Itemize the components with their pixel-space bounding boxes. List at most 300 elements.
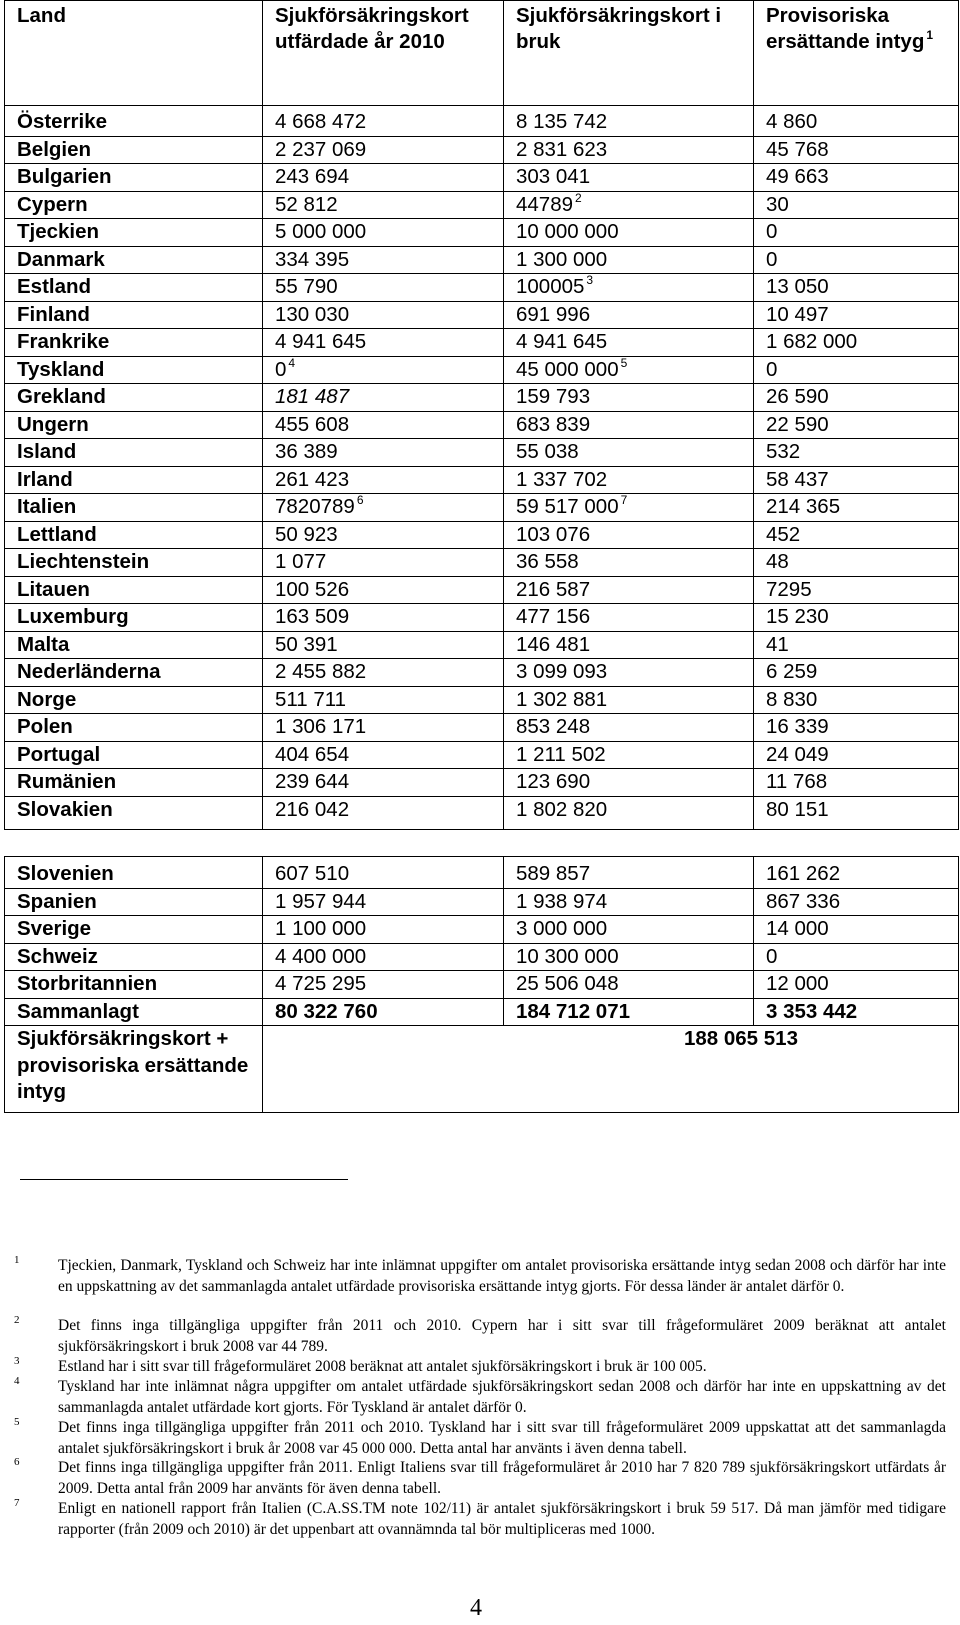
issued-cell-value: 163 509 (275, 605, 350, 628)
table-row (5, 521, 959, 549)
in-use-cell-value: 55 038 (516, 440, 579, 463)
table-row (5, 888, 959, 916)
provisional-cell-value: 13 050 (766, 275, 829, 298)
country-cell (5, 494, 263, 522)
issued-cell-value: 511 711 (275, 687, 347, 711)
country-cell (5, 916, 263, 944)
provisional-cell (754, 857, 959, 889)
provisional-cell (754, 246, 959, 274)
country-cell (5, 356, 263, 384)
in-use-cell-value: 1 938 974 (516, 889, 608, 913)
in-use-cell (504, 191, 754, 219)
table-row (5, 301, 959, 329)
issued-cell-value: 130 030 (275, 302, 350, 326)
provisional-cell-value: 16 339 (766, 715, 829, 738)
issued-cell (263, 329, 504, 357)
provisional-cell-value: 24 049 (766, 742, 829, 766)
country-cell (5, 604, 263, 632)
issued-cell (263, 796, 504, 830)
country-cell-value: Island (17, 440, 77, 463)
issued-cell (263, 301, 504, 329)
table-row (5, 136, 959, 164)
country-cell-value: Spanien (17, 889, 97, 913)
insurance-card-table-part2 (4, 856, 959, 1113)
table-row (5, 943, 959, 971)
in-use-cell (504, 439, 754, 467)
provisional-cell-value: 45 768 (766, 137, 829, 161)
table-row (5, 741, 959, 769)
issued-cell-value: 607 510 (275, 862, 350, 885)
provisional-cell-value: 0 (766, 220, 778, 243)
in-use-cell-value: 691 996 (516, 302, 591, 326)
provisional-cell (754, 796, 959, 830)
header-issued-2010: Sjukförsäkringskort utfärdade år 2010 (263, 1, 504, 106)
header-provisional-label: Provisoriska ersättande intyg (766, 4, 925, 53)
country-cell (5, 521, 263, 549)
in-use-cell (504, 521, 754, 549)
country-cell-value: Finland (17, 302, 90, 326)
country-cell (5, 274, 263, 302)
country-cell (5, 549, 263, 577)
country-cell (5, 631, 263, 659)
country-cell-value: Nederländerna (17, 660, 161, 683)
issued-cell (263, 857, 504, 889)
provisional-cell (754, 136, 959, 164)
table-row (5, 916, 959, 944)
table-row (5, 411, 959, 439)
insurance-card-table-part1 (4, 0, 959, 830)
provisional-cell (754, 943, 959, 971)
issued-cell-value: 4 725 295 (275, 972, 367, 995)
country-cell (5, 439, 263, 467)
provisional-cell-value: 80 151 (766, 797, 829, 821)
provisional-cell (754, 769, 959, 797)
country-cell (5, 796, 263, 830)
issued-cell-value: 404 654 (275, 742, 350, 766)
table-row (5, 329, 959, 357)
footnote-text: Estland har i sitt svar till frågeformuläret 2008 beräknat att antalet sjukförsäkringskort i bruk är 100 005. (58, 1358, 707, 1375)
in-use-cell-value: 44789 (516, 192, 574, 216)
provisional-cell (754, 106, 959, 137)
provisional-cell-value: 8 830 (766, 687, 818, 711)
provisional-cell-value: 0 (766, 357, 778, 381)
country-cell (5, 769, 263, 797)
footnote-number: 1 (14, 1254, 20, 1266)
in-use-cell (504, 741, 754, 769)
country-cell (5, 971, 263, 999)
issued-cell (263, 576, 504, 604)
in-use-cell (504, 274, 754, 302)
issued-cell (263, 769, 504, 797)
table-row (5, 494, 959, 522)
table-row (5, 219, 959, 247)
in-use-cell (504, 943, 754, 971)
country-cell (5, 576, 263, 604)
in-use-cell (504, 411, 754, 439)
footnote-ref: 3 (586, 273, 594, 287)
provisional-cell-value: 0 (766, 944, 778, 968)
provisional-cell (754, 301, 959, 329)
country-cell (5, 411, 263, 439)
in-use-cell-value: 303 041 (516, 165, 591, 188)
in-use-cell (504, 888, 754, 916)
in-use-cell (504, 686, 754, 714)
in-use-cell-value: 10 000 000 (516, 220, 619, 243)
issued-cell (263, 136, 504, 164)
grand-total-label: Sjukförsäkringskort + provisoriska ersättande intyg (5, 1026, 263, 1113)
in-use-cell (504, 356, 754, 384)
footnote-ref: 5 (620, 356, 628, 370)
provisional-cell-value: 15 230 (766, 605, 829, 628)
issued-cell (263, 714, 504, 742)
country-cell (5, 164, 263, 192)
issued-cell (263, 943, 504, 971)
table-row (5, 769, 959, 797)
footnote-ref: 6 (356, 493, 364, 507)
total-label: Sammanlagt (5, 998, 263, 1026)
in-use-cell (504, 301, 754, 329)
in-use-cell-value: 1 211 502 (516, 742, 606, 766)
provisional-cell-value: 10 497 (766, 302, 829, 326)
country-cell-value: Grekland (17, 385, 106, 408)
country-cell-value: Belgien (17, 137, 92, 161)
provisional-cell (754, 521, 959, 549)
in-use-cell-value: 589 857 (516, 862, 591, 885)
in-use-cell (504, 136, 754, 164)
table-row (5, 384, 959, 412)
in-use-cell-value: 216 587 (516, 577, 591, 601)
provisional-cell-value: 0 (766, 247, 778, 271)
provisional-cell-value: 14 000 (766, 917, 829, 940)
provisional-cell (754, 888, 959, 916)
country-cell-value: Sverige (17, 917, 92, 940)
provisional-cell-value: 161 262 (766, 862, 841, 885)
in-use-cell-value: 3 000 000 (516, 917, 608, 940)
provisional-cell-value: 7295 (766, 577, 812, 601)
in-use-cell-value: 103 076 (516, 522, 591, 546)
provisional-cell-value: 22 590 (766, 412, 829, 436)
provisional-cell (754, 631, 959, 659)
table-row (5, 686, 959, 714)
in-use-cell (504, 549, 754, 577)
in-use-cell-value: 683 839 (516, 412, 591, 436)
country-cell (5, 466, 263, 494)
issued-cell-value: 50 923 (275, 522, 338, 546)
in-use-cell (504, 246, 754, 274)
issued-cell (263, 604, 504, 632)
issued-cell (263, 191, 504, 219)
issued-cell-value: 50 391 (275, 632, 338, 656)
provisional-cell (754, 576, 959, 604)
footnote-ref: 4 (288, 356, 296, 370)
country-cell-value: Italien (17, 495, 77, 518)
provisional-cell-value: 214 365 (766, 495, 841, 518)
issued-cell-value: 0 (275, 357, 287, 381)
provisional-cell (754, 916, 959, 944)
in-use-cell-value: 4 941 645 (516, 330, 608, 353)
table-row (5, 466, 959, 494)
country-cell (5, 714, 263, 742)
provisional-cell (754, 659, 959, 687)
table-row (5, 191, 959, 219)
footnote-text: Enligt en nationell rapport från Italien (C.A.SS.TM note 102/11) är antalet sjukförsäkringskort i bruk 59 517. Då man jämför med tidigare rapporter (från 2009 och 2010) är det uppenbart att ovannämnda tal bör multipliceras med 1000. (58, 1500, 946, 1538)
issued-cell-value: 216 042 (275, 797, 350, 821)
header-provisional (754, 1, 959, 106)
footnote-number: 5 (14, 1416, 20, 1428)
table-header-row (5, 1, 959, 106)
total-in-use: 184 712 071 (504, 998, 754, 1026)
provisional-cell (754, 741, 959, 769)
in-use-cell-value: 100005 (516, 275, 585, 298)
provisional-cell-value: 26 590 (766, 385, 829, 408)
country-cell-value: Frankrike (17, 330, 110, 353)
in-use-cell (504, 916, 754, 944)
provisional-cell-value: 6 259 (766, 660, 818, 683)
grand-total-value: 188 065 513 (263, 1026, 959, 1113)
footnote-text: Det finns inga tillgängliga uppgifter från 2011 och 2010. Tyskland har i sitt svar till frågeformuläret 2009 uppskattat att det sammanlagda antalet sjukförsäkringskort i bruk år 2008 var 45 000 000. Detta antal har använts i även denna tabell. (58, 1419, 946, 1457)
country-cell (5, 191, 263, 219)
issued-cell (263, 888, 504, 916)
in-use-cell-value: 2 831 623 (516, 137, 608, 161)
country-cell-value: Cypern (17, 192, 88, 216)
country-cell-value: Liechtenstein (17, 550, 150, 573)
country-cell (5, 136, 263, 164)
provisional-cell (754, 384, 959, 412)
issued-cell (263, 439, 504, 467)
provisional-cell-value: 452 (766, 522, 801, 546)
table-row (5, 971, 959, 999)
issued-cell-value: 239 644 (275, 770, 350, 793)
provisional-cell-value: 58 437 (766, 467, 829, 491)
in-use-cell-value: 45 000 000 (516, 357, 619, 381)
issued-cell-value: 55 790 (275, 275, 338, 298)
issued-cell (263, 521, 504, 549)
provisional-cell (754, 191, 959, 219)
country-cell (5, 686, 263, 714)
table-row (5, 356, 959, 384)
in-use-cell (504, 604, 754, 632)
total-provisional: 3 353 442 (754, 998, 959, 1026)
provisional-cell (754, 164, 959, 192)
provisional-cell (754, 439, 959, 467)
issued-cell-value: 334 395 (275, 247, 350, 271)
provisional-cell-value: 11 768 (766, 770, 828, 793)
issued-cell (263, 466, 504, 494)
in-use-cell-value: 59 517 000 (516, 495, 619, 518)
footnote-number: 2 (14, 1314, 20, 1326)
total-row (5, 998, 959, 1026)
country-cell (5, 329, 263, 357)
country-cell-value: Polen (17, 715, 73, 738)
in-use-cell (504, 971, 754, 999)
country-cell-value: Storbritannien (17, 972, 158, 995)
table-row (5, 857, 959, 889)
country-cell (5, 246, 263, 274)
total-issued: 80 322 760 (263, 998, 504, 1026)
in-use-cell-value: 10 300 000 (516, 944, 619, 968)
in-use-cell-value: 8 135 742 (516, 110, 608, 133)
table-row (5, 246, 959, 274)
page-number: 4 (470, 1595, 482, 1621)
country-cell-value: Slovenien (17, 862, 114, 885)
in-use-cell (504, 857, 754, 889)
country-cell (5, 857, 263, 889)
provisional-cell-value: 1 682 000 (766, 330, 858, 353)
country-cell-value: Portugal (17, 742, 101, 766)
issued-cell (263, 274, 504, 302)
provisional-cell (754, 686, 959, 714)
issued-cell (263, 631, 504, 659)
issued-cell (263, 494, 504, 522)
in-use-cell-value: 36 558 (516, 550, 579, 573)
provisional-cell-value: 41 (766, 632, 789, 656)
provisional-cell (754, 971, 959, 999)
issued-cell (263, 549, 504, 577)
in-use-cell (504, 329, 754, 357)
provisional-cell (754, 219, 959, 247)
table-row (5, 604, 959, 632)
table-row (5, 549, 959, 577)
issued-cell-value: 7820789 (275, 495, 355, 518)
in-use-cell (504, 164, 754, 192)
issued-cell (263, 164, 504, 192)
country-cell-value: Schweiz (17, 944, 98, 968)
issued-cell (263, 741, 504, 769)
in-use-cell-value: 123 690 (516, 770, 591, 793)
issued-cell-value: 455 608 (275, 412, 350, 436)
table-row (5, 164, 959, 192)
footnote-number: 6 (14, 1456, 20, 1468)
in-use-cell (504, 106, 754, 137)
issued-cell (263, 916, 504, 944)
country-cell-value: Tjeckien (17, 220, 100, 243)
issued-cell-value: 4 400 000 (275, 944, 367, 968)
provisional-cell (754, 549, 959, 577)
in-use-cell-value: 1 300 000 (516, 247, 608, 271)
issued-cell-value: 36 389 (275, 440, 338, 463)
provisional-cell-value: 48 (766, 550, 789, 573)
country-cell-value: Danmark (17, 247, 105, 271)
issued-cell-value: 2 455 882 (275, 660, 367, 683)
country-cell-value: Bulgarien (17, 165, 112, 188)
issued-cell (263, 219, 504, 247)
country-cell-value: Österrike (17, 110, 108, 133)
provisional-cell (754, 274, 959, 302)
in-use-cell (504, 576, 754, 604)
issued-cell-value: 4 668 472 (275, 110, 367, 133)
in-use-cell (504, 659, 754, 687)
in-use-cell-value: 3 099 093 (516, 660, 608, 683)
table-row (5, 659, 959, 687)
country-cell-value: Luxemburg (17, 605, 129, 628)
table-row (5, 631, 959, 659)
provisional-cell-value: 12 000 (766, 972, 829, 995)
country-cell (5, 741, 263, 769)
footnote-ref: 1 (926, 28, 934, 42)
country-cell-value: Irland (17, 467, 73, 491)
in-use-cell (504, 769, 754, 797)
country-cell-value: Malta (17, 632, 70, 656)
country-cell-value: Rumänien (17, 770, 117, 793)
grand-total-row (5, 1026, 959, 1113)
country-cell-value: Slovakien (17, 797, 113, 821)
country-cell (5, 301, 263, 329)
provisional-cell (754, 356, 959, 384)
footnote-text: Det finns inga tillgängliga uppgifter från 2011. Enligt Italiens svar till frågeformuläret år 2010 har 7 820 789 sjukförsäkringskort utfärdats år 2009. Detta antal från 2009 har använts för även denna tabell. (58, 1459, 946, 1497)
issued-cell-value: 2 237 069 (275, 137, 367, 161)
in-use-cell-value: 25 506 048 (516, 972, 619, 995)
provisional-cell-value: 867 336 (766, 889, 841, 913)
issued-cell (263, 384, 504, 412)
issued-cell-value: 1 100 000 (275, 917, 367, 940)
footnote-separator (20, 1179, 348, 1180)
in-use-cell (504, 384, 754, 412)
issued-cell (263, 246, 504, 274)
footnote-text: Det finns inga tillgängliga uppgifter från 2011 och 2010. Cypern har i sitt svar till frågeformuläret 2009 beräknat att antalet sjukförsäkringskort i bruk 2008 var 44 789. (58, 1317, 946, 1355)
footnote-text: Tyskland har inte inlämnat några uppgifter om antalet utfärdade sjukförsäkringskort sedan 2008 och därför har inte en uppskattning av det sammanlagda antalet utfärdade kort gjorts. För Tyskland är antalet därför 0. (58, 1378, 946, 1416)
in-use-cell-value: 1 337 702 (516, 467, 608, 491)
provisional-cell (754, 411, 959, 439)
header-in-use: Sjukförsäkringskort i bruk (504, 1, 754, 106)
table-row (5, 439, 959, 467)
in-use-cell-value: 1 802 820 (516, 797, 608, 821)
issued-cell-value: 1 306 171 (275, 715, 367, 738)
country-cell-value: Tyskland (17, 357, 105, 381)
footnote-ref: 7 (620, 493, 628, 507)
footnote-number: 4 (14, 1375, 20, 1387)
issued-cell-value: 4 941 645 (275, 330, 367, 353)
issued-cell (263, 411, 504, 439)
country-cell (5, 659, 263, 687)
provisional-cell (754, 494, 959, 522)
provisional-cell-value: 30 (766, 192, 789, 216)
in-use-cell (504, 796, 754, 830)
table-row (5, 796, 959, 830)
provisional-cell (754, 714, 959, 742)
issued-cell (263, 659, 504, 687)
table-row (5, 576, 959, 604)
issued-cell-value: 100 526 (275, 577, 350, 601)
provisional-cell-value: 4 860 (766, 110, 818, 133)
table-row (5, 106, 959, 137)
country-cell (5, 888, 263, 916)
in-use-cell (504, 219, 754, 247)
footnote-number: 3 (14, 1355, 20, 1367)
table-row (5, 714, 959, 742)
in-use-cell-value: 146 481 (516, 632, 591, 656)
issued-cell-value: 243 694 (275, 165, 350, 188)
issued-cell-value: 1 957 944 (275, 889, 367, 913)
country-cell-value: Lettland (17, 522, 97, 546)
country-cell (5, 943, 263, 971)
country-cell (5, 106, 263, 137)
country-cell-value: Ungern (17, 412, 89, 436)
in-use-cell (504, 714, 754, 742)
country-cell (5, 384, 263, 412)
provisional-cell (754, 466, 959, 494)
issued-cell (263, 971, 504, 999)
provisional-cell-value: 49 663 (766, 165, 829, 188)
provisional-cell (754, 604, 959, 632)
country-cell-value: Estland (17, 275, 92, 298)
table-row (5, 274, 959, 302)
in-use-cell-value: 159 793 (516, 385, 591, 408)
issued-cell-value: 5 000 000 (275, 220, 367, 243)
provisional-cell (754, 329, 959, 357)
in-use-cell-value: 853 248 (516, 715, 591, 738)
issued-cell-value: 1 077 (275, 550, 327, 573)
issued-cell (263, 356, 504, 384)
